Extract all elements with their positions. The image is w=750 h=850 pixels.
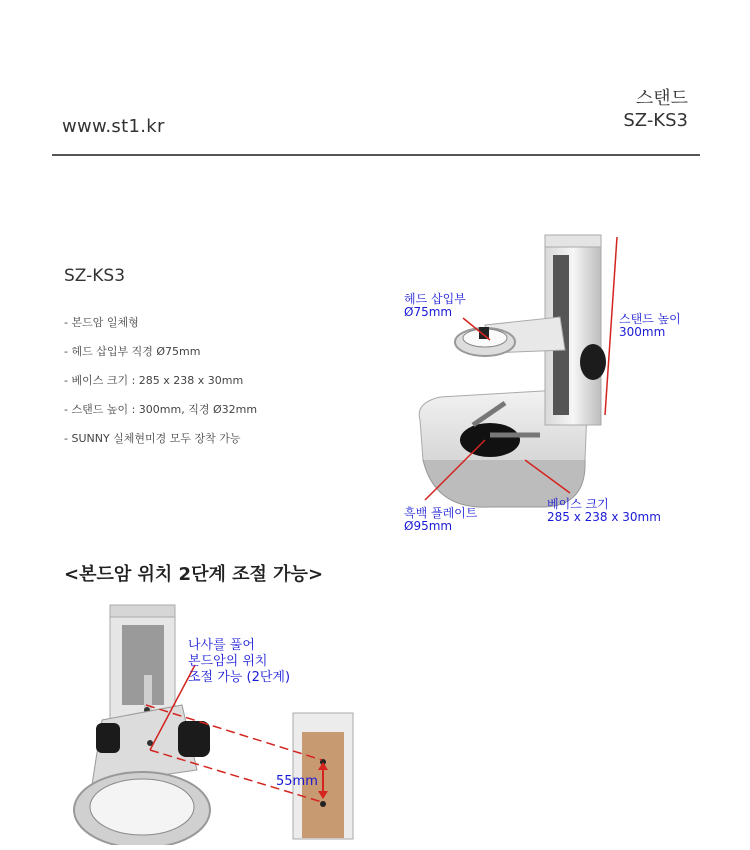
base-annotation: [547, 498, 661, 524]
height-annotation: [619, 313, 681, 339]
note-line: 나사를 풀어: [188, 638, 255, 653]
note-line: 본드암의 위치: [188, 654, 268, 669]
arm-adjust-note: [188, 638, 290, 686]
height-label: 스탠드 높이: [619, 312, 681, 326]
note-line: 조절 가능 (2단계): [188, 670, 291, 685]
site-url: www.st1.kr: [62, 116, 165, 137]
plate-annotation: [404, 507, 477, 533]
distance-label: 55mm: [276, 774, 318, 789]
plate-label: 흑백 플레이트: [404, 506, 478, 520]
header-divider: [52, 154, 700, 156]
annotation-lines: [395, 225, 695, 545]
category-title: 스탠드: [635, 88, 688, 109]
base-value: 285 x 238 x 30mm: [547, 510, 661, 524]
header-category-block: [623, 88, 688, 132]
header-model: SZ-KS3: [623, 110, 688, 131]
head-label: 헤드 삽입부: [404, 292, 466, 306]
product-model: SZ-KS3: [64, 266, 126, 286]
plate-value: Ø95mm: [404, 519, 453, 533]
head-value: Ø75mm: [404, 305, 453, 319]
spec-item: - 헤드 삽입부 직경 Ø75mm: [64, 345, 201, 358]
spec-item: - SUNNY 실체현미경 모두 장착 가능: [64, 432, 241, 445]
spec-item: - 스탠드 높이 : 300mm, 직경 Ø32mm: [64, 403, 258, 416]
height-value: 300mm: [619, 325, 666, 339]
section-title: <본드암 위치 2단계 조절 가능>: [64, 564, 324, 585]
base-label: 베이스 크기: [547, 497, 609, 511]
spec-item: - 베이스 크기 : 285 x 238 x 30mm: [64, 374, 244, 387]
head-annotation: [404, 293, 466, 319]
spec-item: - 본드암 일체형: [64, 316, 139, 329]
